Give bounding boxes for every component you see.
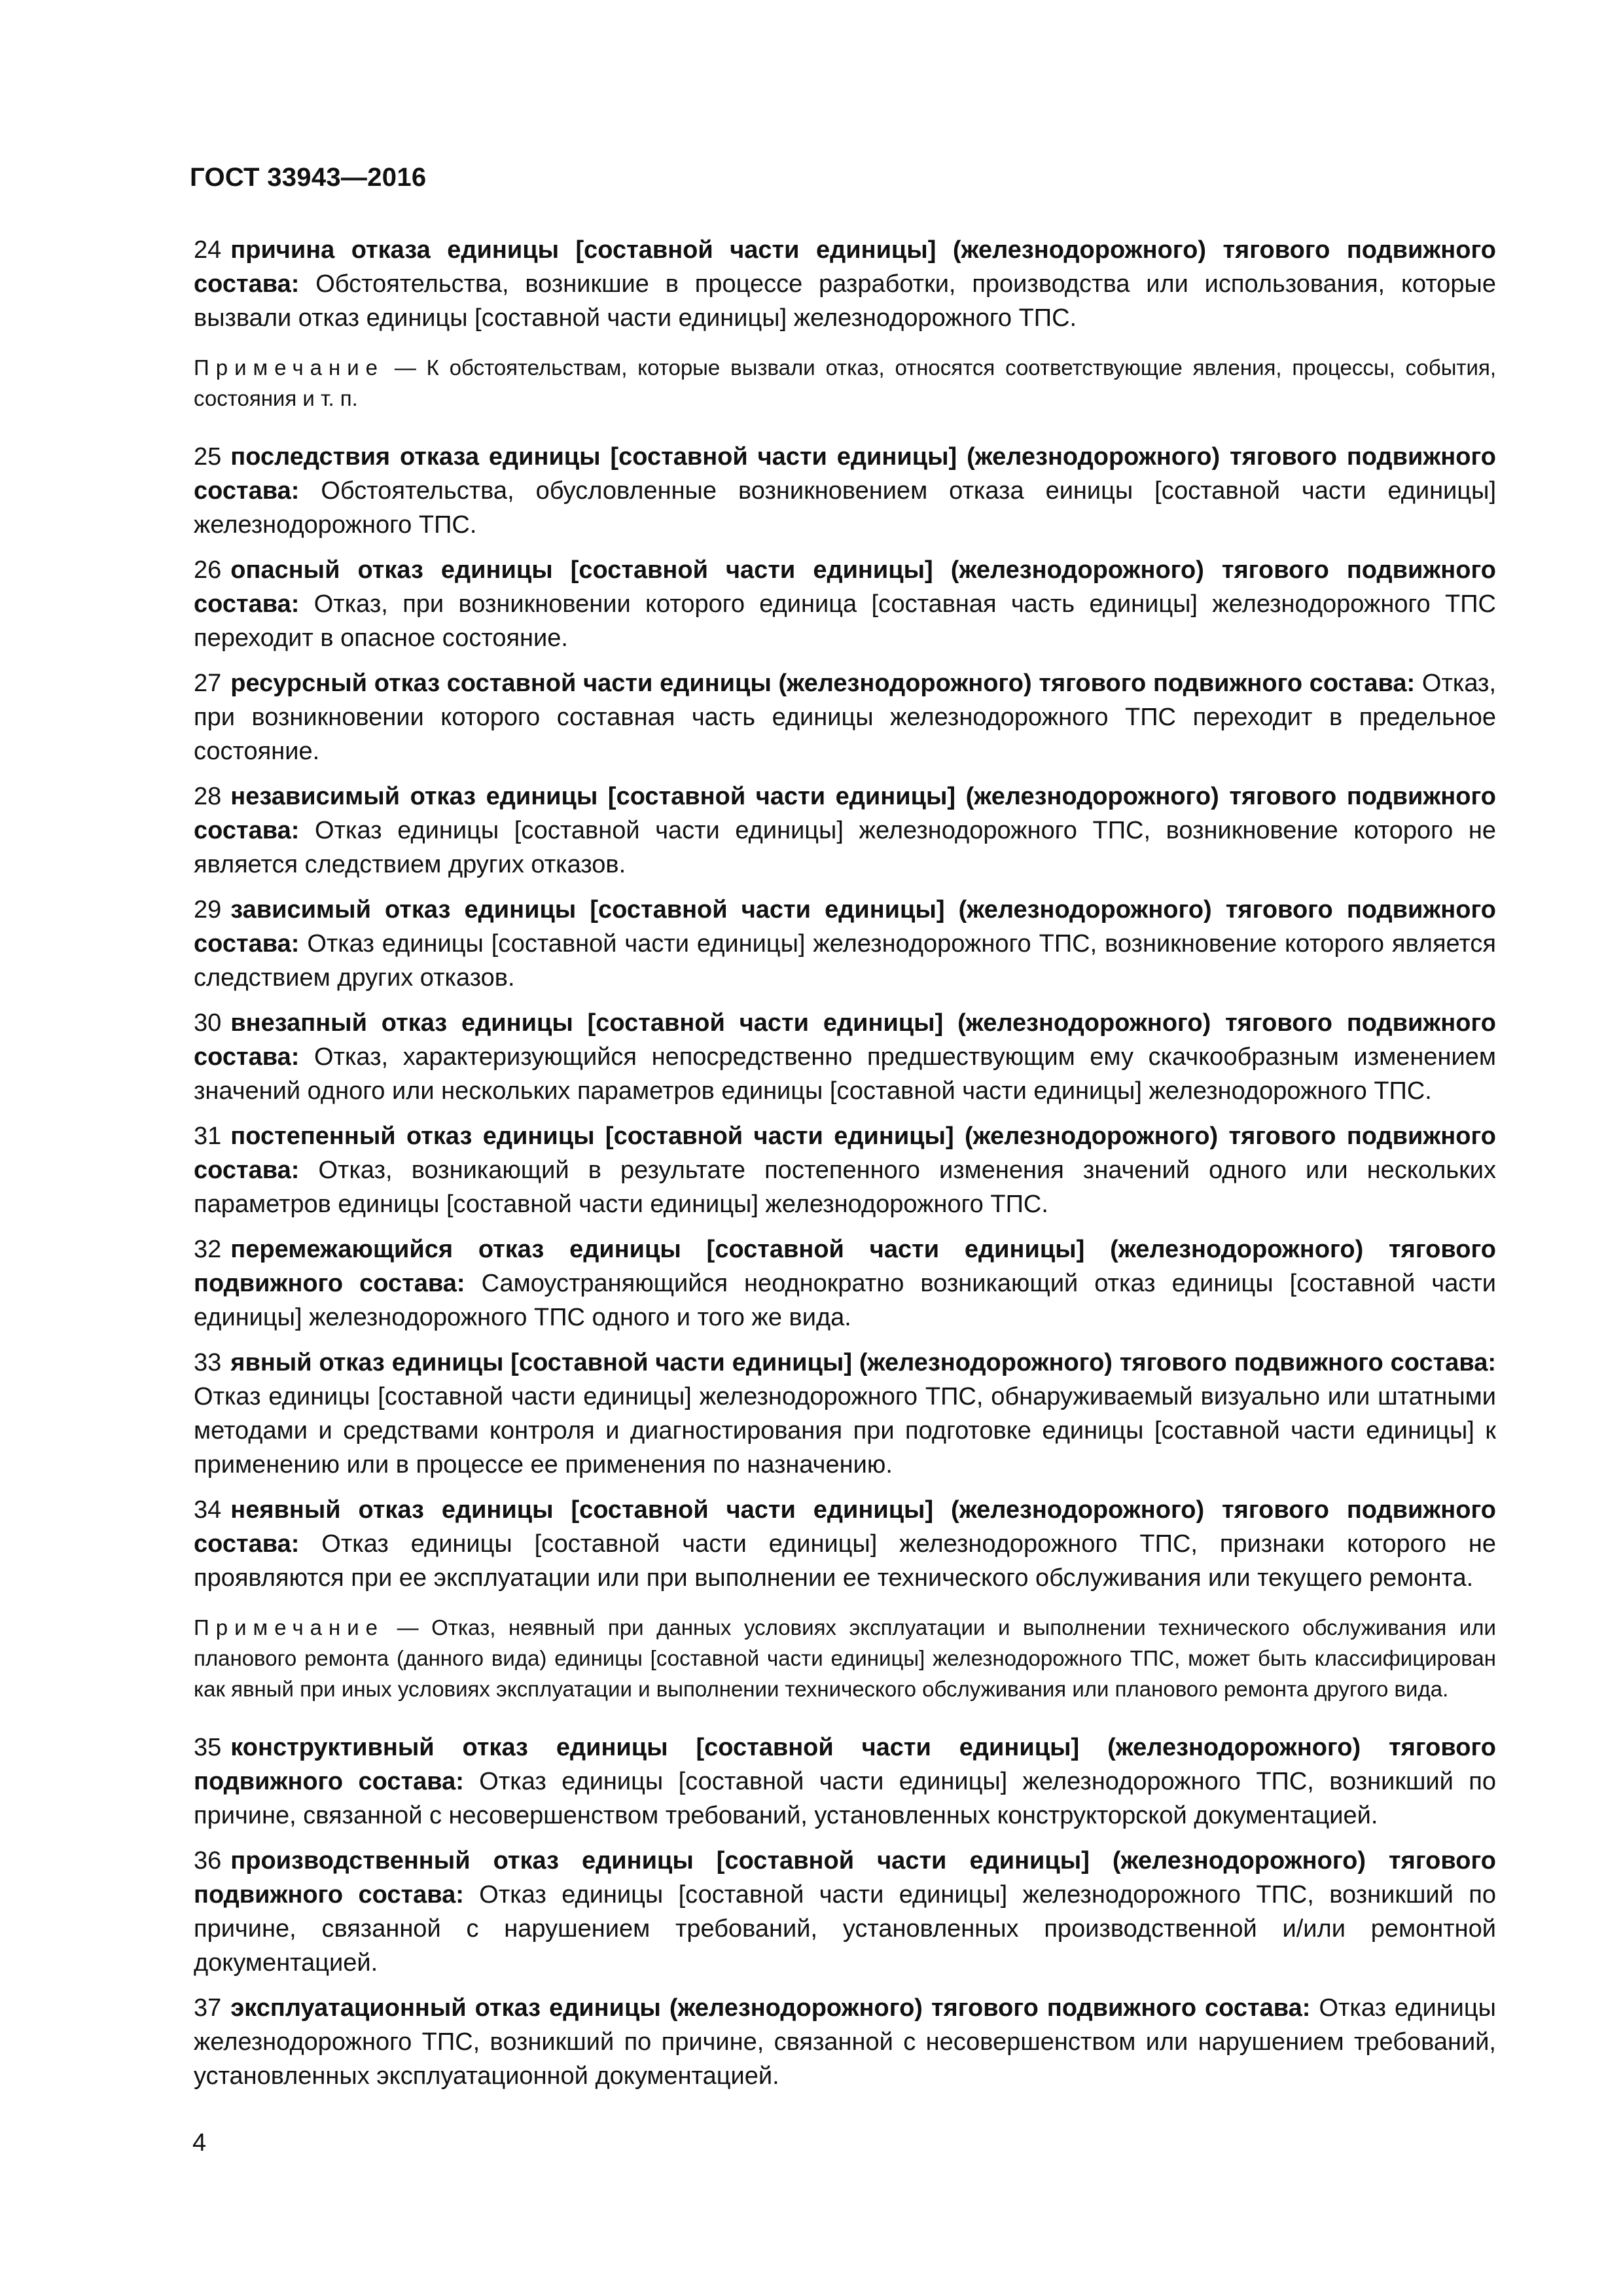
term-title: явный отказ единицы [составной части единицы] (железнодорожного) тягового подвижного состава: [230, 1349, 1496, 1376]
term-entry-30 [194, 1006, 1496, 1108]
term-number: 35 [194, 1734, 222, 1761]
term-definition: Отказ, возникающий в результате постепенного изменения значений одного или нескольких параметров единицы [составной части единицы] железнодорожного ТПС. [194, 1157, 1496, 1218]
term-number: 26 [194, 556, 222, 584]
term-title: зависимый отказ единицы [составной части единицы] (железнодорожного) тягового подвижного состава: [194, 896, 1496, 958]
term-title: опасный отказ единицы [составной части единицы] (железнодорожного) тягового подвижного состава: [194, 556, 1496, 618]
term-definition: Отказ, при возникновении которого единица [составная часть единицы] железнодорожного ТПС переходит в опасное состояние. [194, 590, 1496, 652]
term-definition: Обстоятельства, обусловленные возникновением отказа еиницы [составной части единицы] железнодорожного ТПС. [194, 477, 1497, 539]
term-number: 34 [194, 1496, 222, 1524]
term-entry-29 [194, 893, 1496, 995]
term-title: постепенный отказ единицы [составной части единицы] (железнодорожного) тягового подвижного состава: [194, 1122, 1496, 1184]
term-definition: Обстоятельства, возникшие в процессе разработки, производства или использования, которые вызвали отказ единицы [составной части единицы] железнодорожного ТПС. [194, 270, 1497, 332]
term-definition: Отказ, характеризующийся непосредственно предшествующим ему скачкообразным изменением значений одного или нескольких параметров единицы [составной части единицы] железнодорожного ТПС. [194, 1043, 1496, 1105]
term-entry-35 [194, 1731, 1496, 1833]
page-number: 4 [192, 2129, 207, 2157]
term-definition: Отказ единицы железнодорожного ТПС, возникший по причине, связанной с несовершенством или нарушением требований, установленных эксплуатационной документацией. [194, 1994, 1496, 2090]
note-text: К обстоятельствам, которые вызвали отказ, относятся соответствующие явления, процессы, события, состояния и т. п. [194, 355, 1496, 410]
term-definition: Отказ единицы [составной части единицы] железнодорожного ТПС, возникновение которого является следствием других отказов. [194, 930, 1496, 992]
term-number: 24 [194, 236, 222, 264]
term-entry-24 [194, 233, 1496, 335]
note-label: Примечание [194, 355, 385, 380]
term-entry-28 [194, 780, 1496, 882]
term-number: 27 [194, 670, 222, 697]
document-standard-header: ГОСТ 33943—2016 [190, 163, 427, 192]
term-title: независимый отказ единицы [составной части единицы] (железнодорожного) тягового подвижного состава: [194, 783, 1496, 844]
term-entry-31 [194, 1119, 1496, 1221]
term-definition: Отказ единицы [составной части единицы] железнодорожного ТПС, признаки которого не проявляются при ее эксплуатации или при выполнении ее технического обслуживания или текущего ремонта. [194, 1530, 1496, 1592]
term-number: 28 [194, 783, 222, 810]
term-number: 31 [194, 1122, 222, 1150]
note-text: Отказ, неявный при данных условиях эксплуатации и выполнении технического обслуживания или планового ремонта (данного вида) единицы [составной части единицы] железнодорожного ТПС, может быть классифицирован как явный при иных условиях эксплуатации и выполнении технического обслуживания или планового ремонта другого вида. [194, 1615, 1496, 1701]
note-34 [194, 1612, 1496, 1704]
term-definition: Отказ единицы [составной части единицы] железнодорожного ТПС, возникший по причине, связанной с нарушением требований, установленных производственной и/или ремонтной документацией. [194, 1881, 1496, 1977]
term-title: причина отказа единицы [составной части единицы] (железнодорожного) тягового подвижного состава: [194, 236, 1496, 298]
term-number: 29 [194, 896, 222, 924]
note-24 [194, 352, 1496, 414]
term-entry-34 [194, 1493, 1496, 1595]
document-body [194, 233, 1496, 2104]
term-number: 36 [194, 1847, 222, 1874]
term-number: 25 [194, 443, 222, 471]
term-number: 37 [194, 1994, 222, 2022]
term-title: неявный отказ единицы [составной части единицы] (железнодорожного) тягового подвижного состава: [194, 1496, 1496, 1558]
term-title: конструктивный отказ единицы [составной части единицы] (железнодорожного) тягового подвижного состава: [194, 1734, 1496, 1795]
term-definition: Самоустраняющийся неоднократно возникающий отказ единицы [составной части единицы] железнодорожного ТПС одного и того же вида. [194, 1270, 1496, 1331]
term-title: внезапный отказ единицы [составной части единицы] (железнодорожного) тягового подвижного состава: [194, 1009, 1496, 1071]
term-entry-33 [194, 1346, 1496, 1482]
term-entry-36 [194, 1844, 1496, 1980]
term-definition: Отказ единицы [составной части единицы] железнодорожного ТПС, обнаруживаемый визуально или штатными методами и средствами контроля и диагностирования при подготовке единицы [составной части единицы] к применению или в процессе ее применения по назначению. [194, 1383, 1496, 1479]
term-number: 32 [194, 1236, 222, 1263]
term-title: эксплуатационный отказ единицы (железнодорожного) тягового подвижного состава: [230, 1994, 1311, 2022]
term-entry-32 [194, 1232, 1496, 1335]
term-definition: Отказ, при возникновении которого составная часть единицы железнодорожного ТПС переходит в предельное состояние. [194, 670, 1496, 765]
term-entry-26 [194, 553, 1496, 655]
note-dash: — [384, 355, 427, 380]
term-title: перемежающийся отказ единицы [составной части единицы] (железнодорожного) тягового подвижного состава: [194, 1236, 1496, 1297]
term-title: ресурсный отказ составной части единицы (железнодорожного) тягового подвижного состава: [230, 670, 1416, 697]
note-label: Примечание [194, 1615, 385, 1640]
term-definition: Отказ единицы [составной части единицы] железнодорожного ТПС, возникновение которого не является следствием других отказов. [194, 817, 1496, 878]
term-definition: Отказ единицы [составной части единицы] железнодорожного ТПС, возникший по причине, связанной с несовершенством требований, установленных конструкторской документацией. [194, 1768, 1496, 1829]
term-entry-27 [194, 666, 1496, 768]
term-title: производственный отказ единицы [составной части единицы] (железнодорожного) тягового подвижного состава: [194, 1847, 1496, 1909]
term-number: 30 [194, 1009, 222, 1037]
term-title: последствия отказа единицы [составной части единицы] (железнодорожного) тягового подвижного состава: [194, 443, 1496, 505]
term-entry-25 [194, 440, 1496, 542]
term-entry-37 [194, 1991, 1496, 2093]
term-number: 33 [194, 1349, 222, 1376]
note-dash: — [384, 1615, 432, 1640]
